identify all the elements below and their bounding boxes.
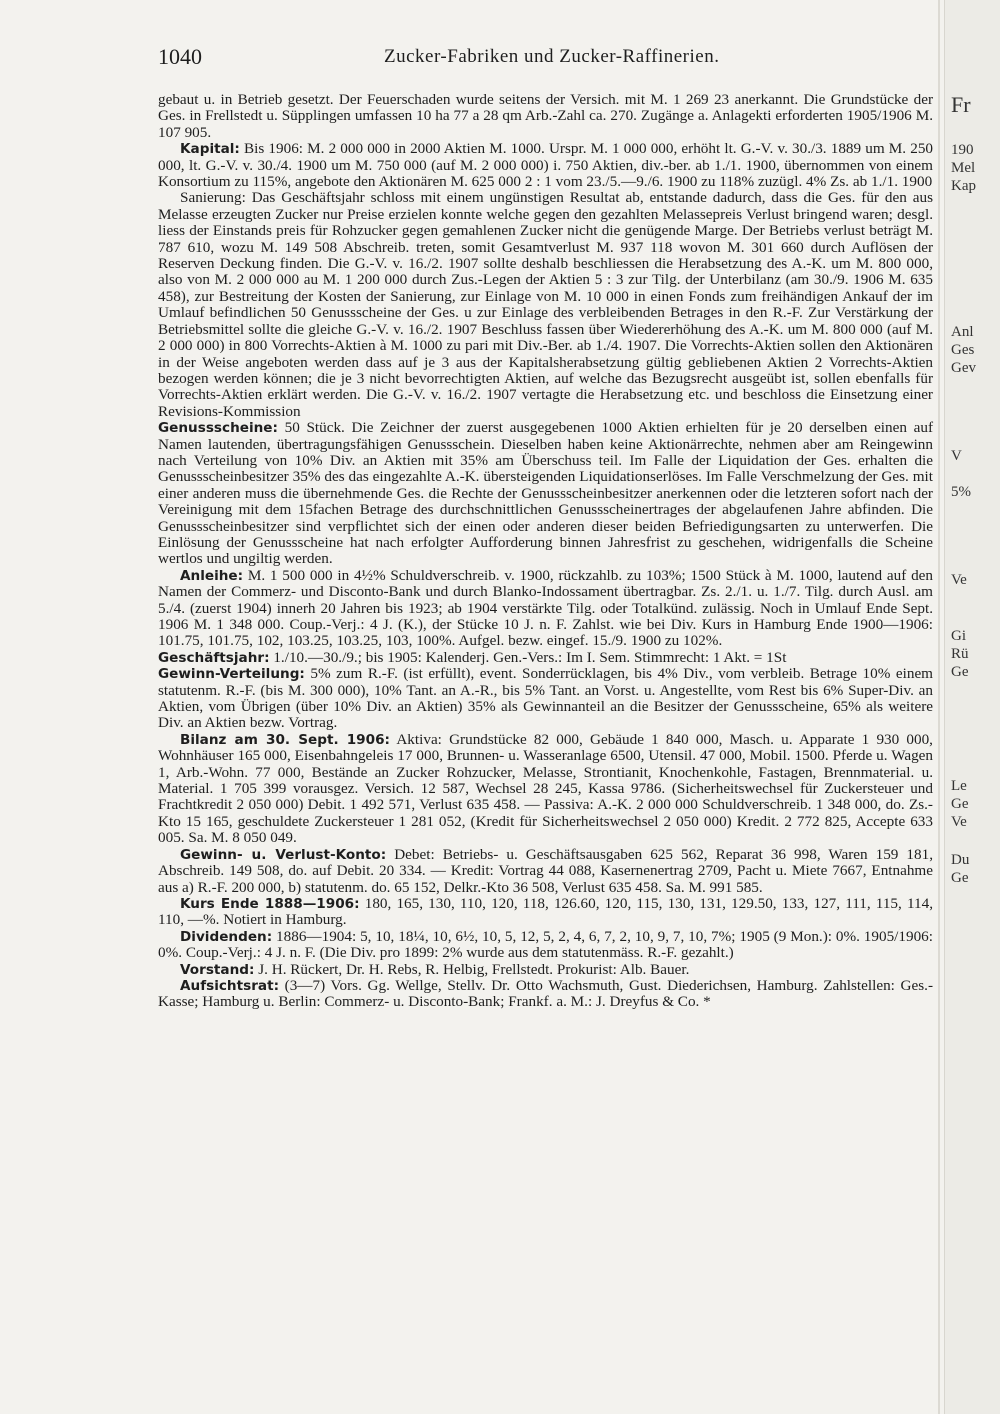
edge-fragment: Ge: [951, 664, 969, 680]
section-heading: Geschäftsjahr:: [158, 649, 270, 666]
paragraph-genussscheine: [158, 420, 933, 568]
edge-fragment: 5%: [951, 484, 971, 500]
edge-fragment: Ges: [951, 342, 975, 358]
edge-fragment: Mel: [951, 160, 976, 176]
section-heading: Vorstand:: [180, 961, 255, 978]
edge-fragment: Gev: [951, 360, 976, 376]
paragraph-intro: [158, 92, 933, 141]
paragraph-text: 5% zum R.-F. (ist erfüllt), event. Sonderrücklagen, bis 4% Div., vom verbleib. Betrage 10% einem statutenm. R.-F. (bis M. 300 000), 10% Tant. an A.-R., bis 5% Tant. an Vorst. u. Angestellte, vom Rest bis 6% Super-Div. an Aktien, vom Übrigen (über 10% Div. an Aktien) 35% als Gewinnanteil an die Besitzer der Genussscheine, 65% als weitere Div. an Aktien bezw. Vortrag.: [158, 665, 933, 732]
edge-fragment: Ve: [951, 814, 967, 830]
paragraph-text: 180, 165, 130, 110, 120, 118, 126.60, 120, 115, 130, 131, 129.50, 133, 127, 111, 115, 114, 110, —%. Notiert in Hamburg.: [158, 894, 933, 929]
paragraph-geschaeftsjahr: [158, 650, 933, 666]
paragraph-text: Aktiva: Grundstücke 82 000, Gebäude 1 840 000, Masch. u. Apparate 1 930 000, Wohnhäuser 165 000, Eisenbahngeleis 17 000, Brunnen- u. Wasseranlage 6500, Utensil. 47 000, Mobil. 1500. Pferde u. Wagen 1, Arb.-Wohn. 77 000, Bestände an Zucker Rohzucker, Melasse, Strontianit, Knochenkohle, Fastagen, Brennmaterial. u. Material. 1 705 399 vorausgez. Versich. 12 587, Wechsel 28 245, Kassa 9786. (Sicherheitswechsel für Zuckersteuer und Frachtkredit 2 050 000) Debit. 1 492 571, Verlust 635 458. — Passiva: A.-K. 2 000 000 Schuldverschreib. 1 348 000, do. Zs.-Kto 15 165, geschuldete Zuckersteuer 1 281 052, (Kredit für Sicherheitswechsel 2 050 000) Kredit. 2 772 825, Accepte 633 005. Sa. M. 8 050 049.: [158, 730, 933, 847]
section-heading: Kurs Ende 1888—1906:: [180, 895, 360, 912]
section-heading: Bilanz am 30. Sept. 1906:: [180, 731, 390, 748]
section-heading: Kapital:: [180, 141, 240, 158]
section-heading: Dividenden:: [180, 928, 273, 945]
paragraph-bilanz: [158, 732, 933, 847]
page-crease: [938, 0, 940, 1414]
paragraph-gewinn-verlust-konto: [158, 847, 933, 896]
paragraph-text: 1./10.—30./9.; bis 1905: Kalenderj. Gen.-Vers.: Im I. Sem. Stimmrecht: 1 Akt. = 1St: [273, 648, 787, 666]
section-heading: Genussscheine:: [158, 420, 278, 437]
page-header: [158, 44, 938, 74]
paragraph-text: Debet: Betriebs- u. Geschäftsausgaben 625 562, Reparat 36 998, Waren 159 181, Abschreib. 149 508, do. auf Debit. 20 334. — Kredit: Vortrag 44 088, Kasernenertrag 2709, Pacht u. Miete 7667, Entnahme aus a) R.-F. 200 000, b) statutenm. do. 65 152, Delkr.-Kto 36 508, Verlust 635 458. Sa. M. 991 585.: [158, 845, 933, 896]
paragraph-kapital: [158, 141, 933, 190]
edge-fragment: 190: [951, 142, 974, 158]
paragraph-text: Bis 1906: M. 2 000 000 in 2000 Aktien M. 1000. Urspr. M. 1 000 000, erhöht lt. G.-V. v. 30./3. 1889 um M. 250 000, lt. G.-V. v. 30./4. 1900 um M. 750 000 (auf M. 2 000 000) i. 750 Aktien, div.-ber. ab 1./1. 1900, übernommen von einem Konsortium zu 115%, angebote den Aktionären M. 625 000 2 : 1 vom 23./5.—9./6. 1900 zu 118% zuzügl. 4% Zs. ab 1./1. 1900: [158, 140, 934, 191]
paragraph-text: Sanierung: Das Geschäftsjahr schloss mit einem ungünstigen Resultat ab, entstande dadurch, dass die Ges. für den aus Melasse erzeugten Zucker nur Preise erzielen konnte welche gegen den gezahlten Melassepreis Verlust bringend waren; desgl. liess der Einstands preis für Rohzucker gegen gemahlenen Zucker nicht die genügende Marge. Der Betriebs verlust beträgt M. 787 610, wozu M. 149 508 Abschreib. treten, somit Gesamtverlust M. 937 118 wovon M. 301 660 durch Auflösen der Reserven Deckung finden. Die G.-V. v. 16./2. 1907 sollte deshalb beschliessen die Herabsetzung des A.-K. um M. 800 000, also von M. 2 000 000 au M. 1 200 000 durch Zus.-Legen der Aktien 5 : 3 zur Tilg. der Unterbilanz (am 30./9. 1906 M. 635 458), zur Bestreitung der Kosten der Sanierung, zur Einlage von M. 10 000 in einen Fonds zum freihändigen Ankauf der im Umlauf befindlichen 50 Genussscheine der Ges. u zur Einlage des verbleibenden Betrages in den R.-F. Zur Verstärkung der Betriebsmittel sollte die gleiche G.-V. v. 16./2. 1907 Beschluss fassen über Wiedererhöhung des A.-K. um M. 800 000 (auf M. 2 000 000) in 800 Vorrechts-Aktien à M. 1000 zu pari mit Div.-Ber. ab 1./4. 1907. Die Vorrechts-Aktien sollen den Aktionären in der Weise angeboten werden dass auf je 3 aus der Kapitalsherabsetzung gültig gebliebenen Aktien 2 Vorrechts-Aktien bezogen werden können; die je 3 nicht bevorrechtigten Aktien, auf welche das Bezugsrecht ausgeübt ist, sollen ebenfalls für Vorrechts-Aktien erklärt werden. Die G.-V. v. 16./2. 1907 vertagte die Herabsetzung etc. und beschloss die Einsetzung einer Revisions-Kommission: [158, 189, 933, 420]
edge-fragment: Fr: [951, 92, 971, 117]
edge-fragment: Ge: [951, 796, 969, 812]
section-heading: Anleihe:: [180, 567, 244, 584]
section-heading: Gewinn-Verteilung:: [158, 666, 305, 683]
edge-fragment: Anl: [951, 324, 974, 340]
paragraph-anleihe: [158, 568, 933, 650]
paragraph-text: M. 1 500 000 in 4½% Schuldverschreib. v. 1900, rückzahlb. zu 103%; 1500 Stück à M. 1000, lautend auf den Namen der Commerz- und Disconto-Bank und durch Blanko-Indossament übertragbar. Zs. 2./1. u. 1./7. Tilg. durch Ausl. am 5./4. (zuerst 1904) innerh 20 Jahren bis 1923; ab 1904 verstärkte Tilg. oder Totalkünd. zulässig. Noch in Umlauf Ende Sept. 1906 M. 1 348 000. Coup.-Verj.: 4 J. (K.), der Stücke 10 J. n. F. Zahlst. wie bei Div. Kurs in Hamburg Ende 1900—1906: 101.75, 101.75, 102, 103.25, 103.25, 103, 100%. Aufgel. bezw. eingef. 15./9. 1900 zu 102%.: [158, 566, 934, 650]
running-title: Zucker-Fabriken und Zucker-Raffinerien.: [384, 46, 720, 67]
page-number: 1040: [158, 44, 202, 69]
paragraph-text: 1886—1904: 5, 10, 18¼, 10, 6½, 10, 5, 12, 5, 2, 4, 6, 7, 2, 10, 9, 7, 10, 7%; 1905 (9 Mon.): 0%. 1905/1906: 0%. Coup.-Verj.: 4 J. n. F. (Die Div. pro 1899: 2% wurde aus dem statutenmäss. R.-F. gezahlt.): [158, 927, 933, 962]
edge-fragment: Rü: [951, 646, 969, 662]
paragraph-text: J. H. Rückert, Dr. H. Rebs, R. Helbig, Frellstedt. Prokurist: Alb. Bauer.: [258, 960, 690, 978]
edge-fragment: Du: [951, 852, 970, 868]
edge-fragment: Gi: [951, 628, 966, 644]
edge-fragment: Kap: [951, 178, 976, 194]
edge-fragment: V: [951, 448, 962, 464]
paragraph-sanierung: [158, 190, 933, 420]
edge-fragment: Ge: [951, 870, 969, 886]
section-heading: Aufsichtsrat:: [180, 977, 279, 994]
paragraph-vorstand: [158, 962, 933, 978]
edge-fragment: Ve: [951, 572, 967, 588]
paragraph-text: gebaut u. in Betrieb gesetzt. Der Feuerschaden wurde seitens der Versich. mit M. 1 269 23 anerkannt. Die Grundstücke der Ges. in Frellstedt u. Süpplingen umfassen 10 ha 77 a 28 qm Arb.-Zahl ca. 270. Zugänge a. Anlagekti erforderten 1905/1906 M. 107 905.: [158, 91, 933, 141]
document-body: [158, 92, 933, 1011]
adjacent-page-edge: [944, 0, 1000, 1414]
paragraph-text: 50 Stück. Die Zeichner der zuerst ausgegebenen 1000 Aktien erhielten für je 20 derselben einen auf Namen lautenden, übertragungsfähigen Genussschein. Dieselben haben keine Aktionärrechte, nehmen aber am Reingewinn nach Verteilung von 10% Div. an Aktien mit 35% am Überschuss teil. Im Falle der Liquidation der Ges. erhalten die Genussscheinbesitzer 35% des das eingezahlte A.-K. übersteigenden Liquidationserlöses. Im Falle Verschmelzung der Ges. mit einer anderen muss die übernehmende Ges. die Rechte der Genussscheinbesitzer anerkennen oder die letzteren sofort nach der Vereinigung mit dem 15fachen Betrage des durchschnittlichen Genussscheinertrages der abgelaufenen Jahre abfinden. Die Genussscheinbesitzer sind verpflichtet sich der einen oder anderen dieser beiden Befriedigungsarten zu unterwerfen. Die Einlösung der Genussscheine hat nach erfolgter Aufforderung binnen Jahresfrist zu geschehen, widrigenfalls die Scheine wertlos und ungiltig werden.: [158, 419, 933, 568]
paragraph-text: (3—7) Vors. Gg. Wellge, Stellv. Dr. Otto Wachsmuth, Gust. Diederichsen, Hamburg. Zahlstellen: Ges.-Kasse; Hamburg u. Berlin: Commerz- u. Disconto-Bank; Frankf. a. M.: J. Dreyfus & Co. *: [158, 976, 934, 1011]
paragraph-aufsichtsrat: [158, 978, 933, 1011]
paragraph-dividenden: [158, 929, 933, 962]
edge-fragment: Le: [951, 778, 967, 794]
paragraph-kurs: [158, 896, 933, 929]
section-heading: Gewinn- u. Verlust-Konto:: [180, 846, 387, 863]
paragraph-gewinn-verteilung: [158, 666, 933, 732]
